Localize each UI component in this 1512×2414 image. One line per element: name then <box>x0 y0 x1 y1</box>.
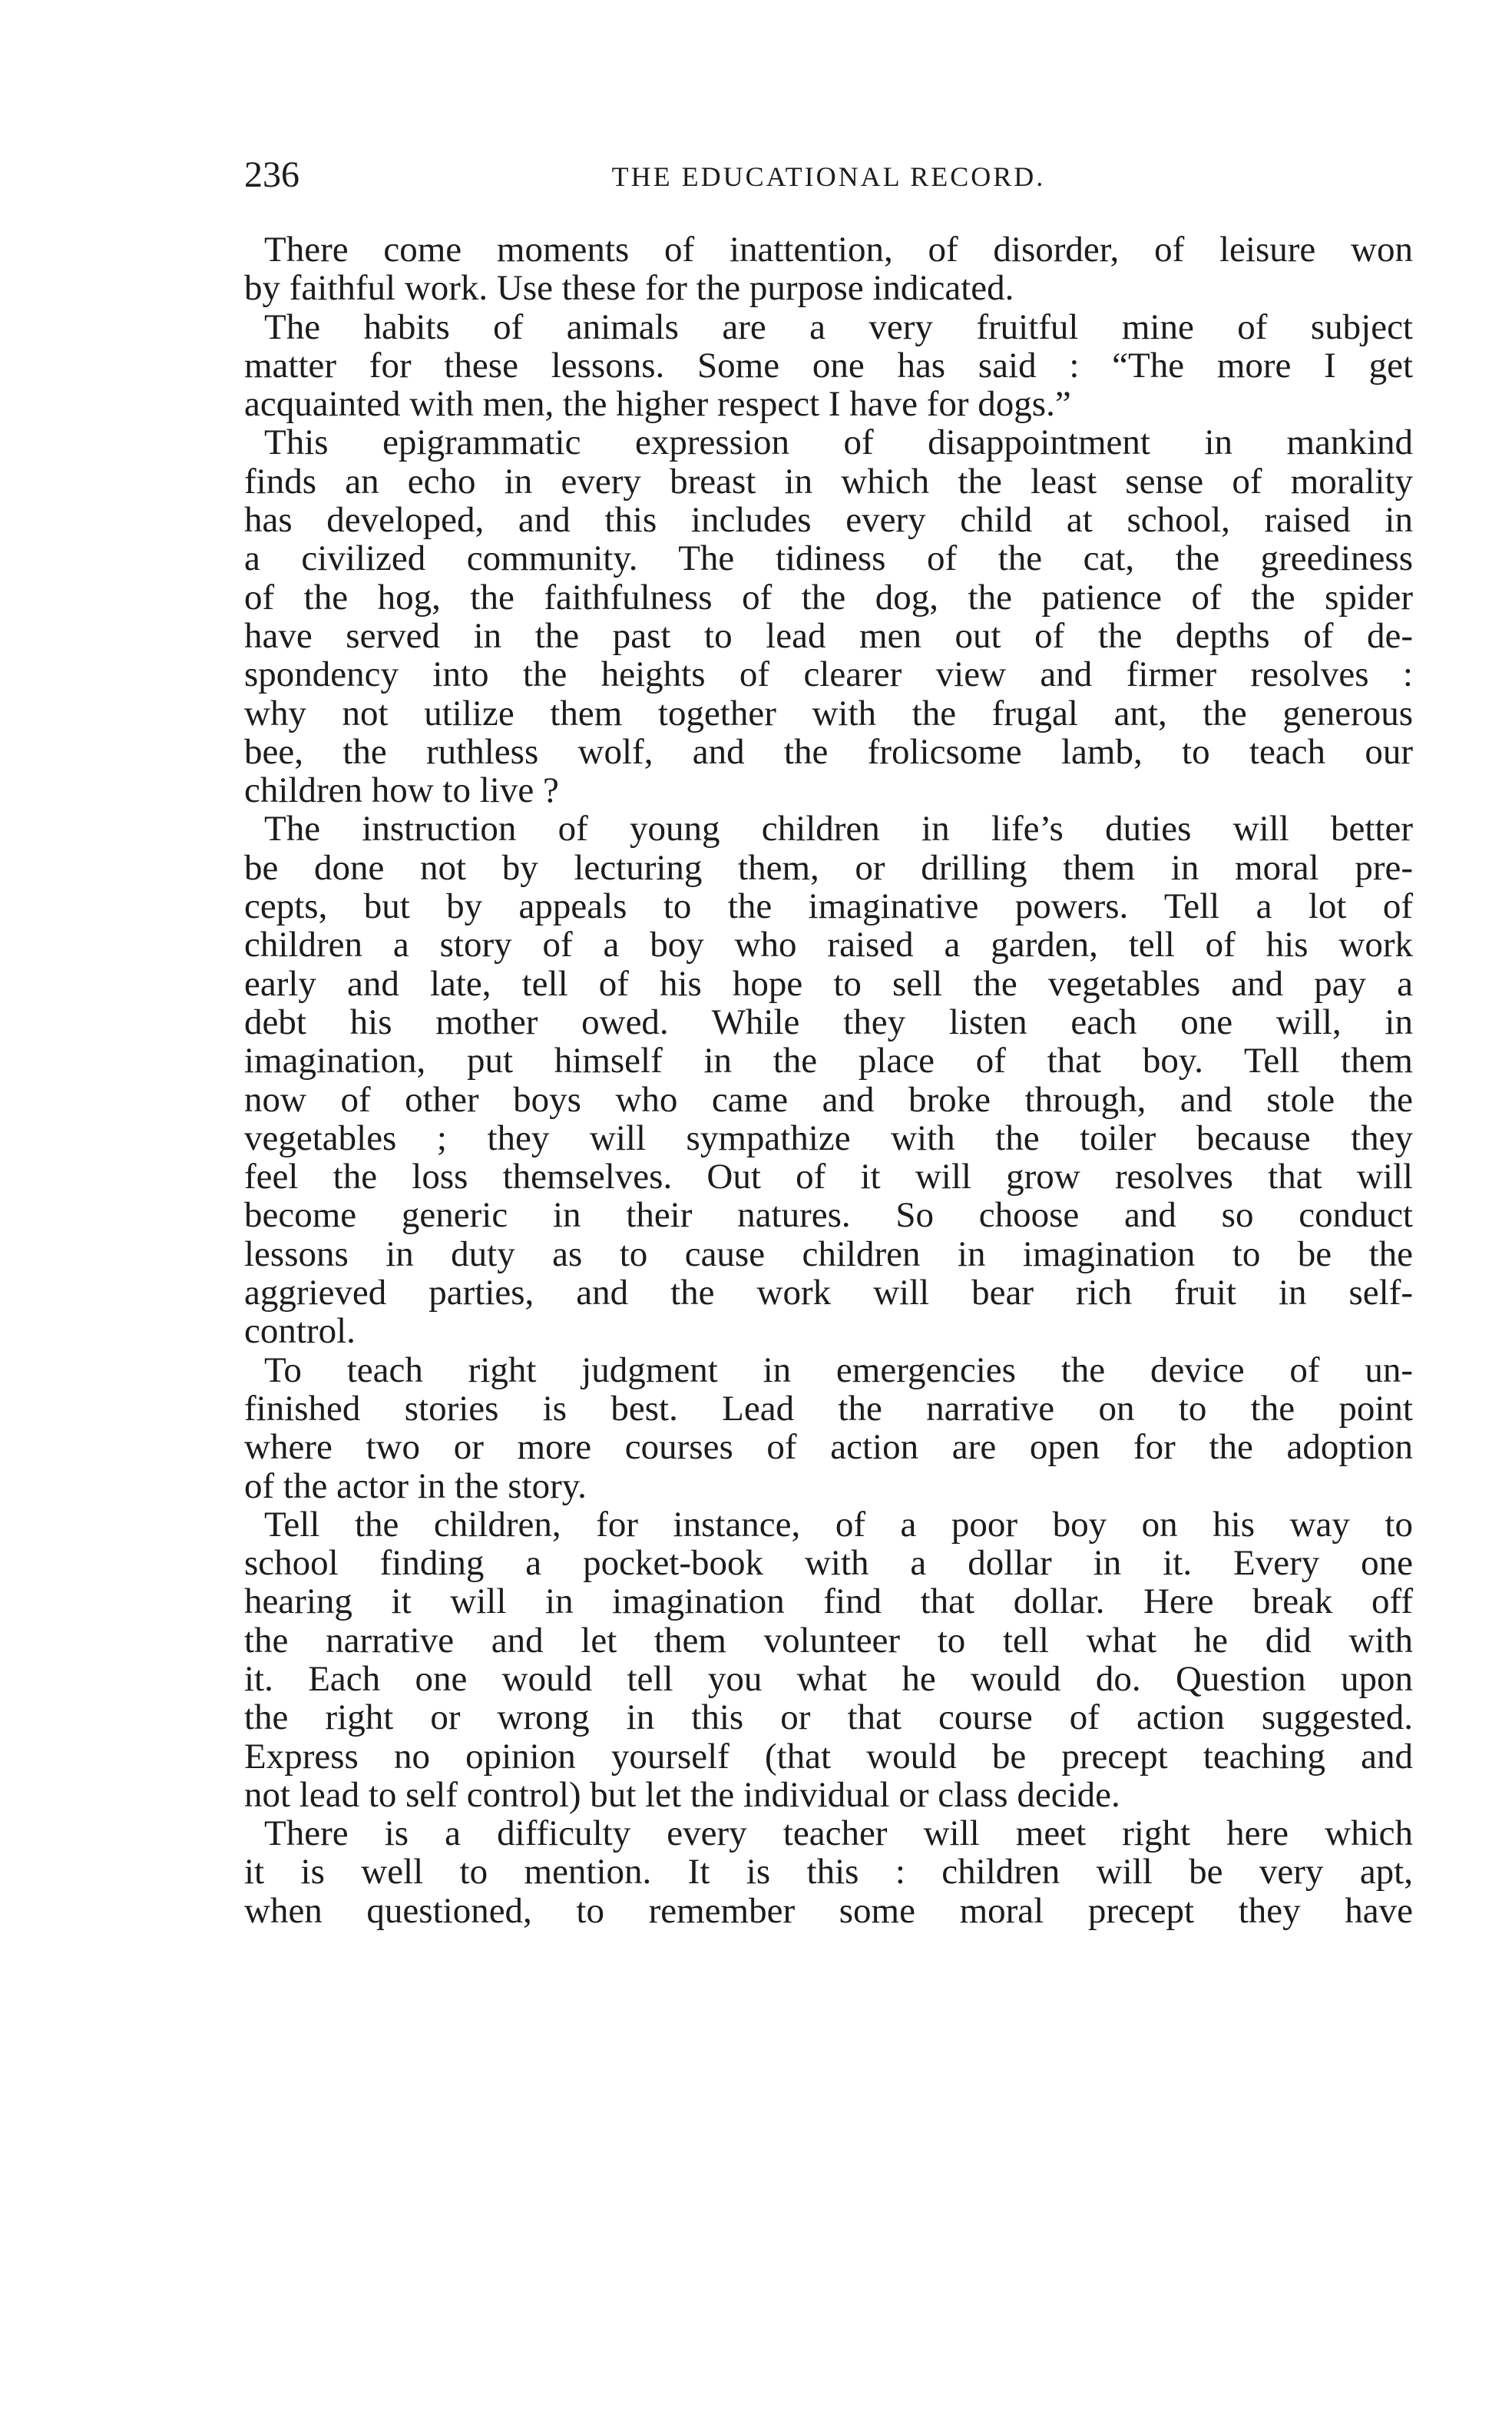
text-line: hearing it will in imagination find that dollar. Here break off <box>244 1581 1413 1622</box>
text-line: There come moments of inattention, of disorder, of leisure won <box>264 230 1413 270</box>
page-header <box>244 152 1413 198</box>
text-line: cepts, but by appeals to the imaginative powers. Tell a lot of <box>244 886 1413 927</box>
text-line: become generic in their natures. So choose and so conduct <box>244 1195 1413 1236</box>
text-line: acquainted with men, the higher respect I have for dogs.” <box>244 384 1071 425</box>
text-line: school finding a pocket-book with a dollar in it. Every one <box>244 1543 1413 1584</box>
text-line: imagination, put himself in the place of that boy. Tell them <box>244 1041 1413 1081</box>
text-line: debt his mother owed. While they listen each one will, in <box>244 1002 1413 1042</box>
text-line: This epigrammatic expression of disappointment in mankind <box>264 422 1413 463</box>
text-line: of the actor in the story. <box>244 1465 587 1506</box>
text-line: Tell the children, for instance, of a poor boy on his way to <box>264 1504 1413 1545</box>
text-line: feel the loss themselves. Out of it will grow resolves that will <box>244 1157 1413 1197</box>
running-title: THE EDUCATIONAL RECORD. <box>611 161 1046 192</box>
text-line: vegetables ; they will sympathize with the toiler because they <box>244 1118 1413 1158</box>
text-line: be done not by lecturing them, or drilling them in moral pre- <box>244 847 1413 888</box>
text-line: aggrieved parties, and the work will bear rich fruit in self- <box>244 1273 1413 1313</box>
text-line: has developed, and this includes every child at school, raised in <box>244 500 1413 541</box>
text-line: the right or wrong in this or that course of action suggested. <box>244 1697 1413 1738</box>
text-line: have served in the past to lead men out of the depths of de- <box>244 615 1413 656</box>
text-line: children how to live ? <box>244 770 559 811</box>
text-line: To teach right judgment in emergencies the device of un- <box>264 1349 1413 1390</box>
text-line: control. <box>244 1311 356 1352</box>
paragraph <box>244 308 1413 424</box>
text-line: of the hog, the faithfulness of the dog, the patience of the spider <box>244 577 1413 618</box>
text-line: matter for these lessons. Some one has said : “The more I get <box>244 345 1413 386</box>
text-line: the narrative and let them volunteer to tell what he did with <box>244 1620 1413 1661</box>
text-line: where two or more courses of action are open for the adoption <box>244 1427 1413 1468</box>
text-line: finds an echo in every breast in which the least sense of morality <box>244 461 1413 502</box>
text-line: now of other boys who came and broke through, and stole the <box>244 1079 1413 1120</box>
text-line: when questioned, to remember some moral precept they have <box>244 1890 1413 1931</box>
body-text <box>244 230 1413 1930</box>
paragraph <box>244 230 1413 308</box>
paragraph <box>244 1814 1413 1930</box>
paragraph <box>244 423 1413 810</box>
text-line: children a story of a boy who raised a garden, tell of his work <box>244 925 1413 965</box>
text-line: why not utilize them together with the frugal ant, the generous <box>244 693 1413 733</box>
text-line: a civilized community. The tidiness of the cat, the greediness <box>244 538 1413 579</box>
page-number: 236 <box>244 154 299 195</box>
text-line: by faithful work. Use these for the purpose indicated. <box>244 268 1014 309</box>
paragraph <box>244 1351 1413 1505</box>
text-line: The instruction of young children in life’s duties will better <box>264 809 1413 849</box>
text-line: early and late, tell of his hope to sell the vegetables and pay a <box>244 963 1413 1004</box>
paragraph <box>244 810 1413 1350</box>
text-line: spondency into the heights of clearer view and firmer resolves : <box>244 654 1413 695</box>
text-line: There is a difficulty every teacher will meet right here which <box>264 1813 1413 1854</box>
text-line: Express no opinion yourself (that would be precept teaching and <box>244 1736 1413 1777</box>
text-line: bee, the ruthless wolf, and the frolicsome lamb, to teach our <box>244 731 1413 772</box>
text-line: it. Each one would tell you what he would do. Question upon <box>244 1658 1413 1699</box>
text-line: it is well to mention. It is this : children will be very apt, <box>244 1852 1413 1892</box>
paragraph <box>244 1505 1413 1814</box>
text-line: The habits of animals are a very fruitful mine of subject <box>264 306 1413 347</box>
text-line: finished stories is best. Lead the narrative on to the point <box>244 1388 1413 1429</box>
text-line: not lead to self control) but let the individual or class decide. <box>244 1774 1120 1815</box>
text-line: lessons in duty as to cause children in imagination to be the <box>244 1233 1413 1274</box>
